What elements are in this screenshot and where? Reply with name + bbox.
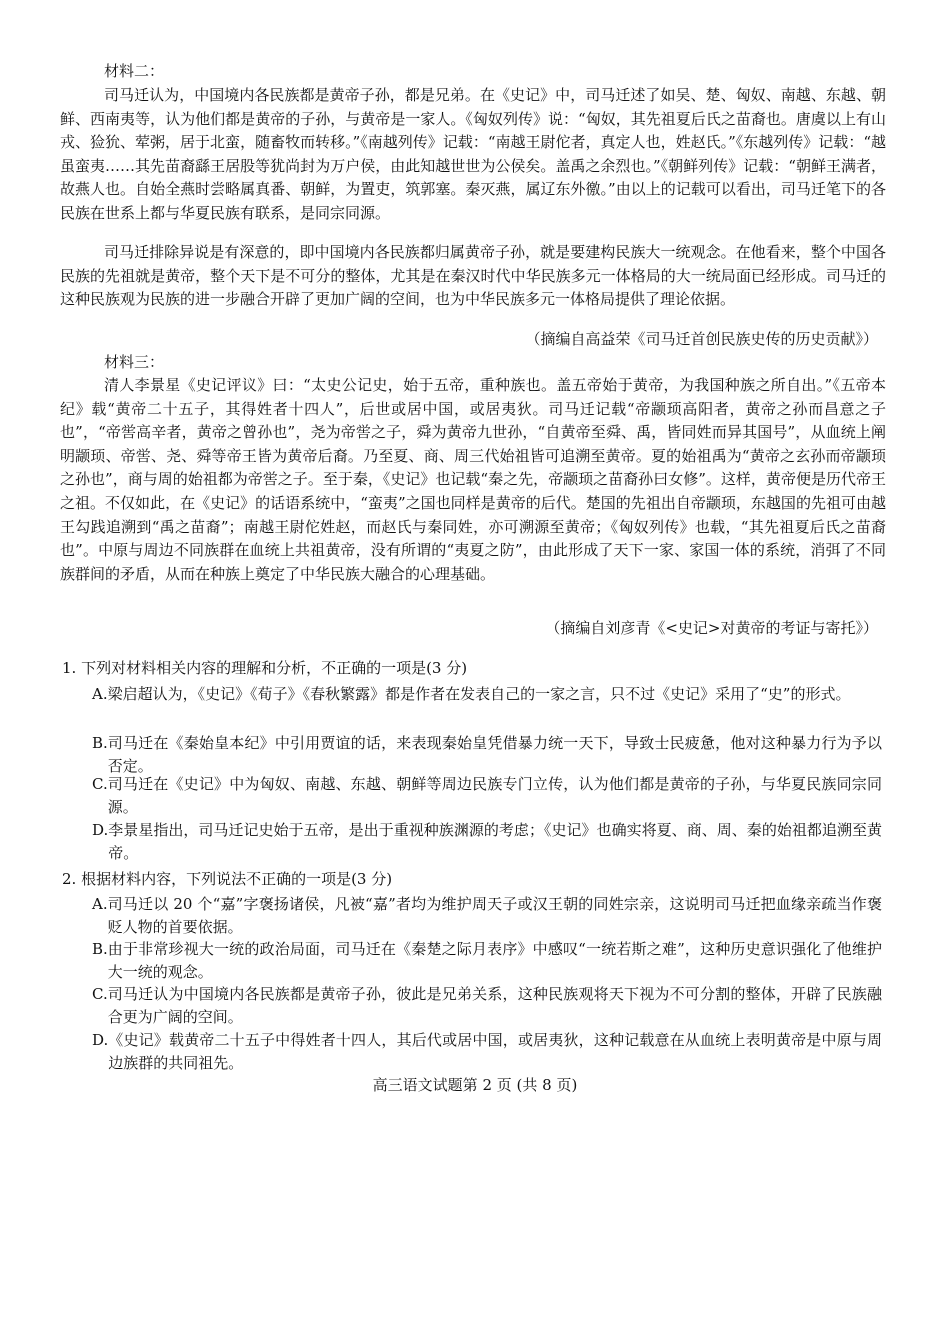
material-three-source: （摘编自刘彦青《<史记>对黄帝的考证与寄托》） bbox=[545, 619, 878, 637]
material-two-paragraph-2: 司马迁排除异说是有深意的，即中国境内各民族都归属黄帝子孙，就是要建构民族大一统观念。在他看来，整个中国各民族的先祖就是黄帝，整个天下是不可分的整体，尤其是在秦汉时代中华民族多元一体格局的大一统局面已经形成。司马迁的这种民族观为民族的进一步融合开辟了更加广阔的空间，也为中华民族多元一体格局提供了理论依据。 bbox=[60, 243, 886, 309]
option-letter: C. bbox=[92, 985, 108, 1003]
option-text: 李景星指出，司马迁记史始于五帝，是出于重视种族渊源的考虑；《史记》也确实将夏、商、周、秦的始祖都追溯至黄帝。 bbox=[108, 821, 882, 862]
option-text: 《史记》载黄帝二十五子中得姓者十四人，其后代或居中国，或居夷狄，这种记载意在从血统上表明黄帝是中原与周边族群的共同祖先。 bbox=[108, 1031, 882, 1072]
option-letter: A. bbox=[92, 895, 108, 913]
question-2-stem: 2. 根据材料内容，下列说法不正确的一项是(3 分) bbox=[62, 870, 393, 888]
option-letter: C. bbox=[92, 775, 108, 793]
question-2-option-d bbox=[92, 1029, 882, 1075]
option-letter: D. bbox=[92, 1031, 109, 1049]
question-2-option-a bbox=[92, 893, 882, 939]
material-two-paragraph-1: 司马迁认为，中国境内各民族都是黄帝子孙，都是兄弟。在《史记》中，司马迁述了如吴、楚、匈奴、南越、东越、朝鲜、西南夷等，认为他们都是黄帝的子孙，与黄帝是一家人。《匈奴列传》说：“匈奴，其先祖夏后氏之苗裔也。唐虞以上有山戎、猃狁、荤粥，居于北蛮，随畜牧而转移。”《南越列传》记载：“南越王尉佗者，真定人也，姓赵氏。”《东越列传》记载：“越虽蛮夷……其先苗裔繇王居股等犹尚封为万户侯，由此知越世世为公侯矣。盖禹之余烈也。”《朝鲜列传》记载：“朝鲜王满者，故燕人也。自始全燕时尝略属真番、朝鲜，为置吏，筑郭塞。秦灭燕，属辽东外徼。”由以上的记载可以看出，司马迁笔下的各民族在世系上都与华夏民族有联系，是同宗同源。 bbox=[60, 86, 886, 222]
option-letter: B. bbox=[92, 940, 108, 958]
question-2-option-c bbox=[92, 983, 882, 1029]
material-three-paragraph: 清人李景星《史记评议》曰：“太史公记史，始于五帝，重种族也。盖五帝始于黄帝，为我国种族之所自出。”《五帝本纪》载“黄帝二十五子，其得姓者十四人”，后世或居中国，或居夷狄。司马迁记载“帝颛顼高阳者，黄帝之孙而昌意之子也”，“帝喾高辛者，黄帝之曾孙也”，尧为帝喾之子，舜为黄帝九世孙，“自黄帝至舜、禹，皆同姓而异其国号”，从血统上阐明颛顼、帝喾、尧、舜等帝王皆为黄帝后裔。乃至夏、商、周三代始祖皆可追溯至黄帝。夏的始祖禹为“黄帝之玄孙而帝颛顼之孙也”，商与周的始祖都为帝喾之子。至于秦，《史记》也记载“秦之先，帝颛顼之苗裔孙曰女修”。这样，黄帝便是历代帝王之祖。不仅如此，在《史记》的话语系统中，“蛮夷”之国也同样是黄帝的后代。楚国的先祖出自帝颛顼，东越国的先祖可由越王勾践追溯到“禹之苗裔”；南越王尉佗姓赵，而赵氏与秦同姓，亦可溯源至黄帝；《匈奴列传》也载，“其先祖夏后氏之苗裔也”。中原与周边不同族群在血统上共祖黄帝，没有所谓的“夷夏之防”，由此形成了天下一家、家国一体的系统，消弭了不同族群间的矛盾，从而在种族上奠定了中华民族大融合的心理基础。 bbox=[60, 376, 886, 583]
question-1-stem: 1. 下列对材料相关内容的理解和分析，不正确的一项是(3 分) bbox=[62, 659, 468, 677]
material-three-label: 材料三： bbox=[104, 353, 165, 371]
question-1-option-a bbox=[92, 683, 882, 706]
material-two-label: 材料二： bbox=[104, 62, 165, 80]
option-text: 梁启超认为，《史记》《荀子》《春秋繁露》都是作者在发表自己的一家之言，只不过《史记》采用了“史”的形式。 bbox=[107, 685, 851, 703]
option-text: 司马迁在《史记》中为匈奴、南越、东越、朝鲜等周边民族专门立传，认为他们都是黄帝的子孙，与华夏民族同宗同源。 bbox=[107, 775, 882, 816]
question-1-option-b bbox=[92, 732, 882, 778]
option-letter: B. bbox=[92, 734, 108, 752]
option-text: 司马迁认为中国境内各民族都是黄帝子孙，彼此是兄弟关系，这种民族观将天下视为不可分割的整体，开辟了民族融合更为广阔的空间。 bbox=[107, 985, 882, 1026]
option-text: 由于非常珍视大一统的政治局面，司马迁在《秦楚之际月表序》中感叹“一统若斯之难”，这种历史意识强化了他维护大一统的观念。 bbox=[107, 940, 882, 981]
option-letter: A. bbox=[92, 685, 108, 703]
page-footer: 高三语文试题第 2 页 (共 8 页) bbox=[372, 1076, 578, 1094]
option-letter: D. bbox=[92, 821, 109, 839]
question-1-option-d bbox=[92, 819, 882, 865]
option-text: 司马迁以 20 个“嘉”字褒扬诸侯，凡被“嘉”者均为维护周天子或汉王朝的同姓宗亲，这说明司马迁把血缘亲疏当作褒贬人物的首要依据。 bbox=[107, 895, 882, 936]
option-text: 司马迁在《秦始皇本纪》中引用贾谊的话，来表现秦始皇凭借暴力统一天下，导致士民疲惫，他对这种暴力行为予以否定。 bbox=[107, 734, 882, 775]
question-1-option-c bbox=[92, 773, 882, 819]
material-two-source: （摘编自高益荣《司马迁首创民族史传的历史贡献》） bbox=[525, 330, 878, 348]
question-2-option-b bbox=[92, 938, 882, 984]
